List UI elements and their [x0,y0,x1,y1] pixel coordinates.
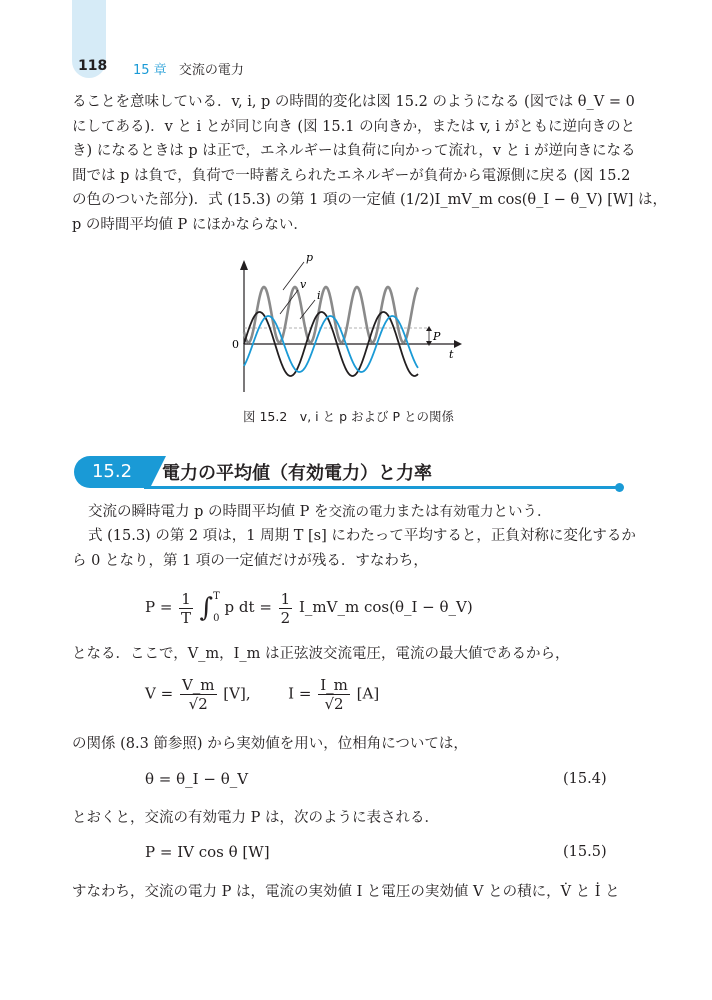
term-active-power: 有効電力 [439,504,494,520]
denominator: √2 [324,695,344,713]
fraction [279,590,293,627]
label-t: t [449,348,454,361]
eq-rhs: I_mV_m cos(θ_I − θ_V) [299,598,473,616]
intro-line: にしてある)．v と i とが同じ向き (図 15.1 の向きか，または v, i がともに逆向きのと [72,118,636,135]
label-i: i [317,289,321,302]
denominator: 2 [280,608,291,627]
eq-mid: p dt = [224,598,272,616]
figure-waveforms [228,252,468,402]
unit-V: [V], [223,684,251,703]
eq-I: I = [288,684,312,703]
section-heading [74,456,624,492]
intro-paragraph [72,90,668,237]
body-paragraph-6 [72,880,632,905]
equation-active-power: P = IV cos θ [W] [145,843,270,861]
denominator: √2 [188,695,208,713]
section-title: 電力の平均値（有効電力）と力率 [162,463,432,484]
text-line: の関係 (8.3 節参照) から実効値を用い，位相角については， [72,736,468,752]
text-line: すなわち，交流の電力 P は，電流の実効値 I と電圧の実効値 V との積に，V̇ と İ と [72,884,620,900]
figure-caption: 図 15.2 v, i と p および P との関係 [243,409,454,424]
numerator: V_m [181,676,215,694]
fraction [179,590,193,627]
label-v: v [300,278,307,291]
text-line: ら 0 となり，第 1 項の一定値だけが残る．すなわち， [72,552,428,569]
text: 交流の瞬時電力 p の時間平均値 P を [88,504,329,520]
numerator: I_m [320,676,348,694]
numerator: 1 [280,589,291,608]
chapter-title: 交流の電力 [178,63,244,78]
integral-limits [213,586,220,630]
eq-V: V = [145,684,174,703]
denominator: T [180,608,191,627]
lower-limit: 0 [213,613,220,624]
body-paragraph-2 [72,524,636,573]
chapter-number: 15 章 [133,63,167,78]
equation-phase: θ = θ_I − θ_V [145,770,249,788]
section-number: 15.2 [74,456,150,488]
upper-limit: T [213,591,220,602]
text-line: 式 (15.3) の第 2 項は，1 周期 T [s] にわたって平均すると，正負対称に変化するか [88,528,636,544]
page-number: 118 [78,58,108,74]
label-P: P [433,330,441,343]
equation-rms [145,676,379,713]
body-paragraph-1 [88,500,648,525]
body-paragraph-5 [72,806,632,831]
intro-line: き) になるときは p は正で，エネルギーは負荷に向かって流れ，v と i が逆向きになる [72,143,636,159]
label-zero: 0 [232,338,239,351]
chapter-header [133,59,244,78]
unit-I: [A] [356,684,380,703]
eq-lhs: P = [145,598,173,616]
intro-line: ることを意味している．v, i, p の時間的変化は図 15.2 のようになる (図では θ_V = 0 [72,94,635,110]
numerator: 1 [181,589,191,608]
equation-number-15-4: (15.4) [563,771,607,787]
text-line: となる．ここで，V_m，I_m は正弦波交流電圧，電流の最大値であるから， [72,646,570,662]
equation-number-15-5: (15.5) [563,844,607,860]
intro-line: p の時間平均値 P にほかならない． [72,216,308,233]
text-line: とおくと，交流の有効電力 P は，次のように表される． [72,810,439,826]
text: という． [493,504,552,520]
intro-line: 間では p は負で，負荷で一時蓄えられたエネルギーが負荷から電源側に戻る (図 15.2 [72,167,631,184]
body-paragraph-3 [72,642,632,667]
fraction [318,676,350,713]
P-marker-arrow-up [426,326,432,331]
section-rule-dot [615,483,624,492]
intro-line: の色のついた部分)．式 (15.3) の第 1 項の一定値 (1/2)I_mV_m cos(θ_I − θ_V) [W] は， [72,192,668,208]
value-axis-arrow [240,260,248,270]
equation-average-power [145,586,473,630]
power-curve [244,287,418,343]
integral-sign: ∫ [199,593,214,623]
term-ac-power: 交流の電力 [328,504,396,520]
fraction [180,676,217,713]
time-axis-arrow [454,340,462,348]
section-rule [144,486,620,489]
body-paragraph-4 [72,732,632,757]
text: または [395,504,440,520]
label-p: p [306,252,314,264]
